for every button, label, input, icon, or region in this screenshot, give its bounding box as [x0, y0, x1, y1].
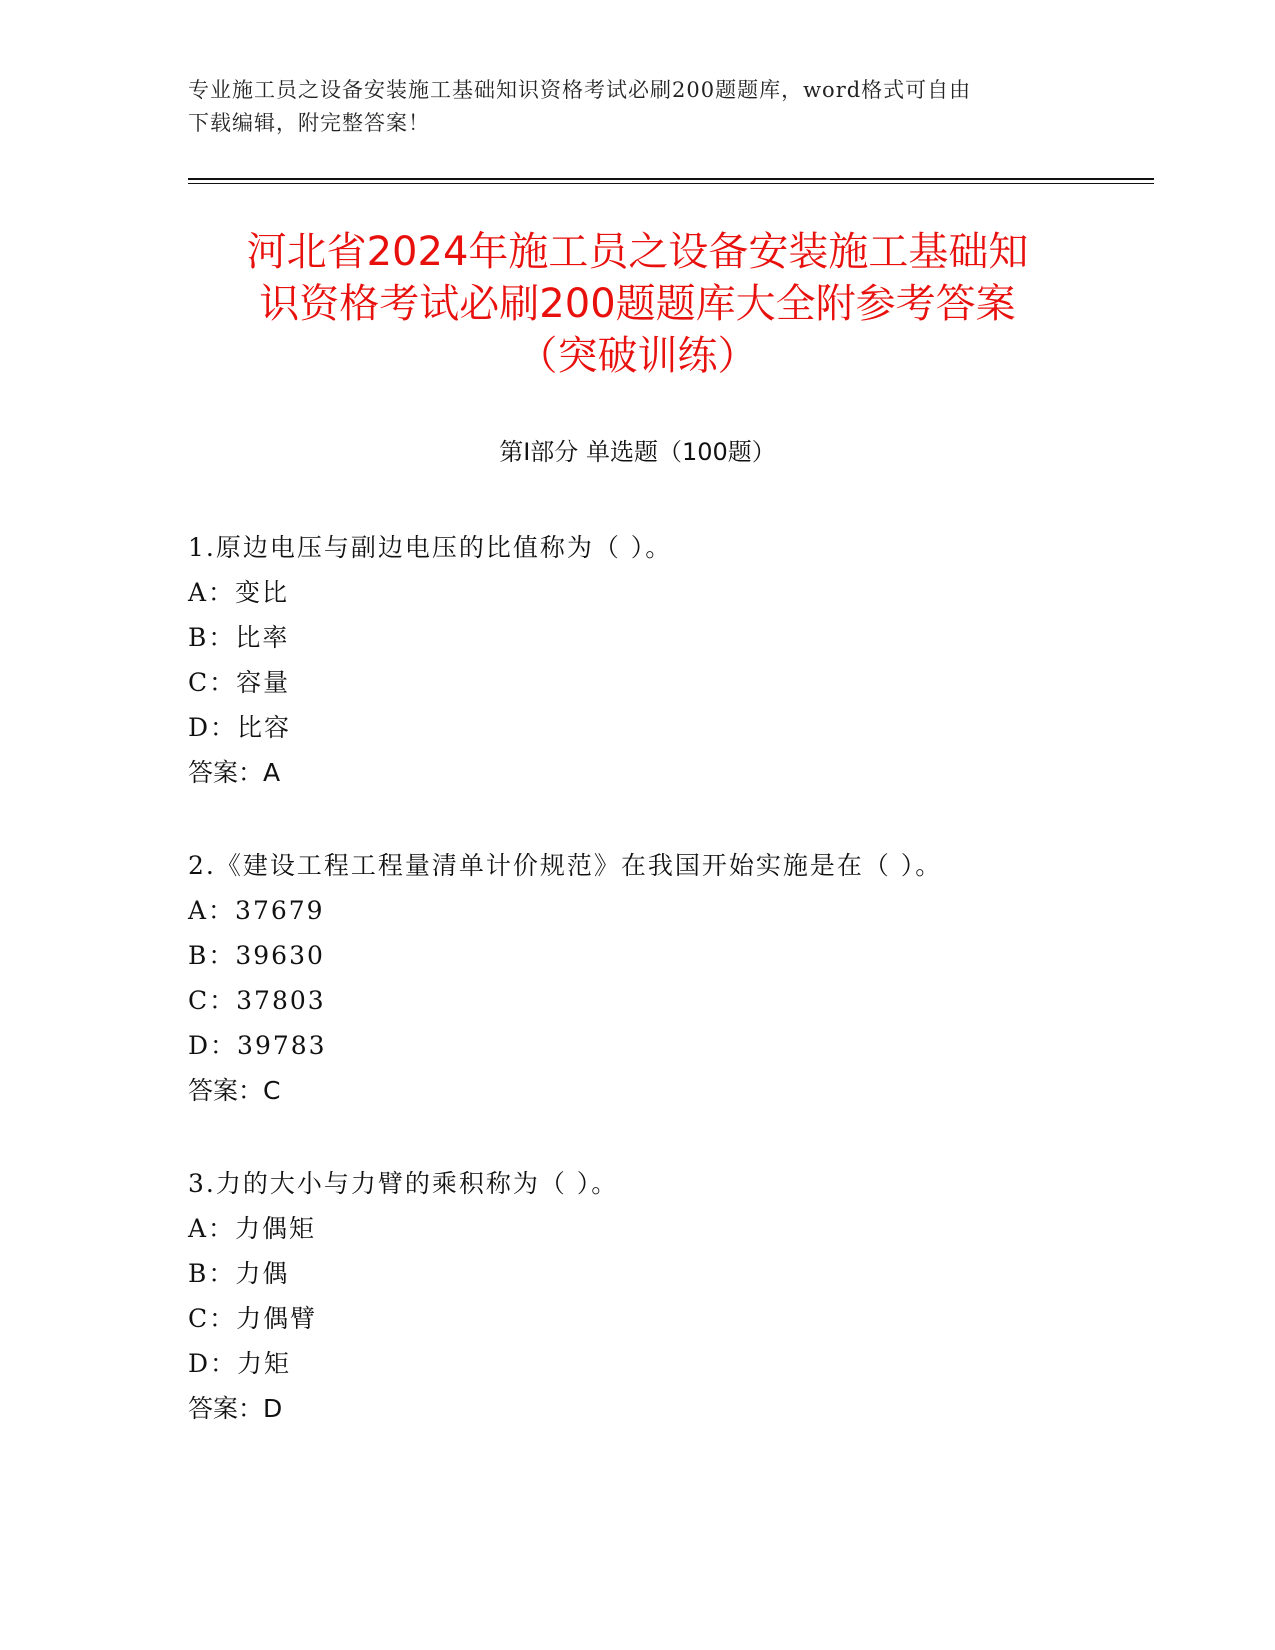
option-d: D：39783: [188, 1031, 327, 1060]
header-note: [188, 74, 1088, 140]
answer: 答案：D: [188, 1394, 283, 1423]
header-note-line-1: 专业施工员之设备安装施工基础知识资格考试必刷200题题库，word格式可自由: [188, 78, 972, 102]
document-title-line-3: （突破训练）: [517, 333, 758, 379]
document-title-line-2: 识资格考试必刷200题题库大全附参考答案: [259, 281, 1016, 327]
section-heading: 第Ⅰ部分 单选题（100题）: [499, 438, 776, 466]
question-stem: 3.力的大小与力臂的乘积称为（ ）。: [188, 1169, 619, 1198]
header-divider-thick: [188, 178, 1154, 180]
option-b: B：39630: [188, 941, 325, 970]
question-stem: 2.《建设工程工程量清单计价规范》在我国开始实施是在（ ）。: [188, 851, 943, 880]
question-1: [188, 533, 1168, 803]
option-c: C：37803: [188, 986, 326, 1015]
question-3: [188, 1169, 1168, 1439]
header-divider-thin: [188, 183, 1154, 184]
option-b: B：比率: [188, 623, 290, 652]
header-note-line-2: 下载编辑，附完整答案！: [188, 111, 430, 135]
answer: 答案：A: [188, 758, 281, 787]
option-d: D：比容: [188, 713, 292, 742]
question-2: [188, 851, 1168, 1121]
option-a: A：变比: [188, 578, 290, 607]
header-divider: [188, 178, 1154, 184]
option-c: C：容量: [188, 668, 291, 697]
question-stem: 1.原边电压与副边电压的比值称为（ ）。: [188, 533, 673, 562]
option-b: B：力偶: [188, 1259, 290, 1288]
option-d: D：力矩: [188, 1349, 292, 1378]
option-a: A：37679: [188, 896, 325, 925]
option-a: A：力偶矩: [188, 1214, 317, 1243]
option-c: C：力偶臂: [188, 1304, 318, 1333]
document-title: [150, 226, 1125, 382]
answer: 答案：C: [188, 1076, 281, 1105]
document-title-line-1: 河北省2024年施工员之设备安装施工基础知: [246, 229, 1029, 275]
